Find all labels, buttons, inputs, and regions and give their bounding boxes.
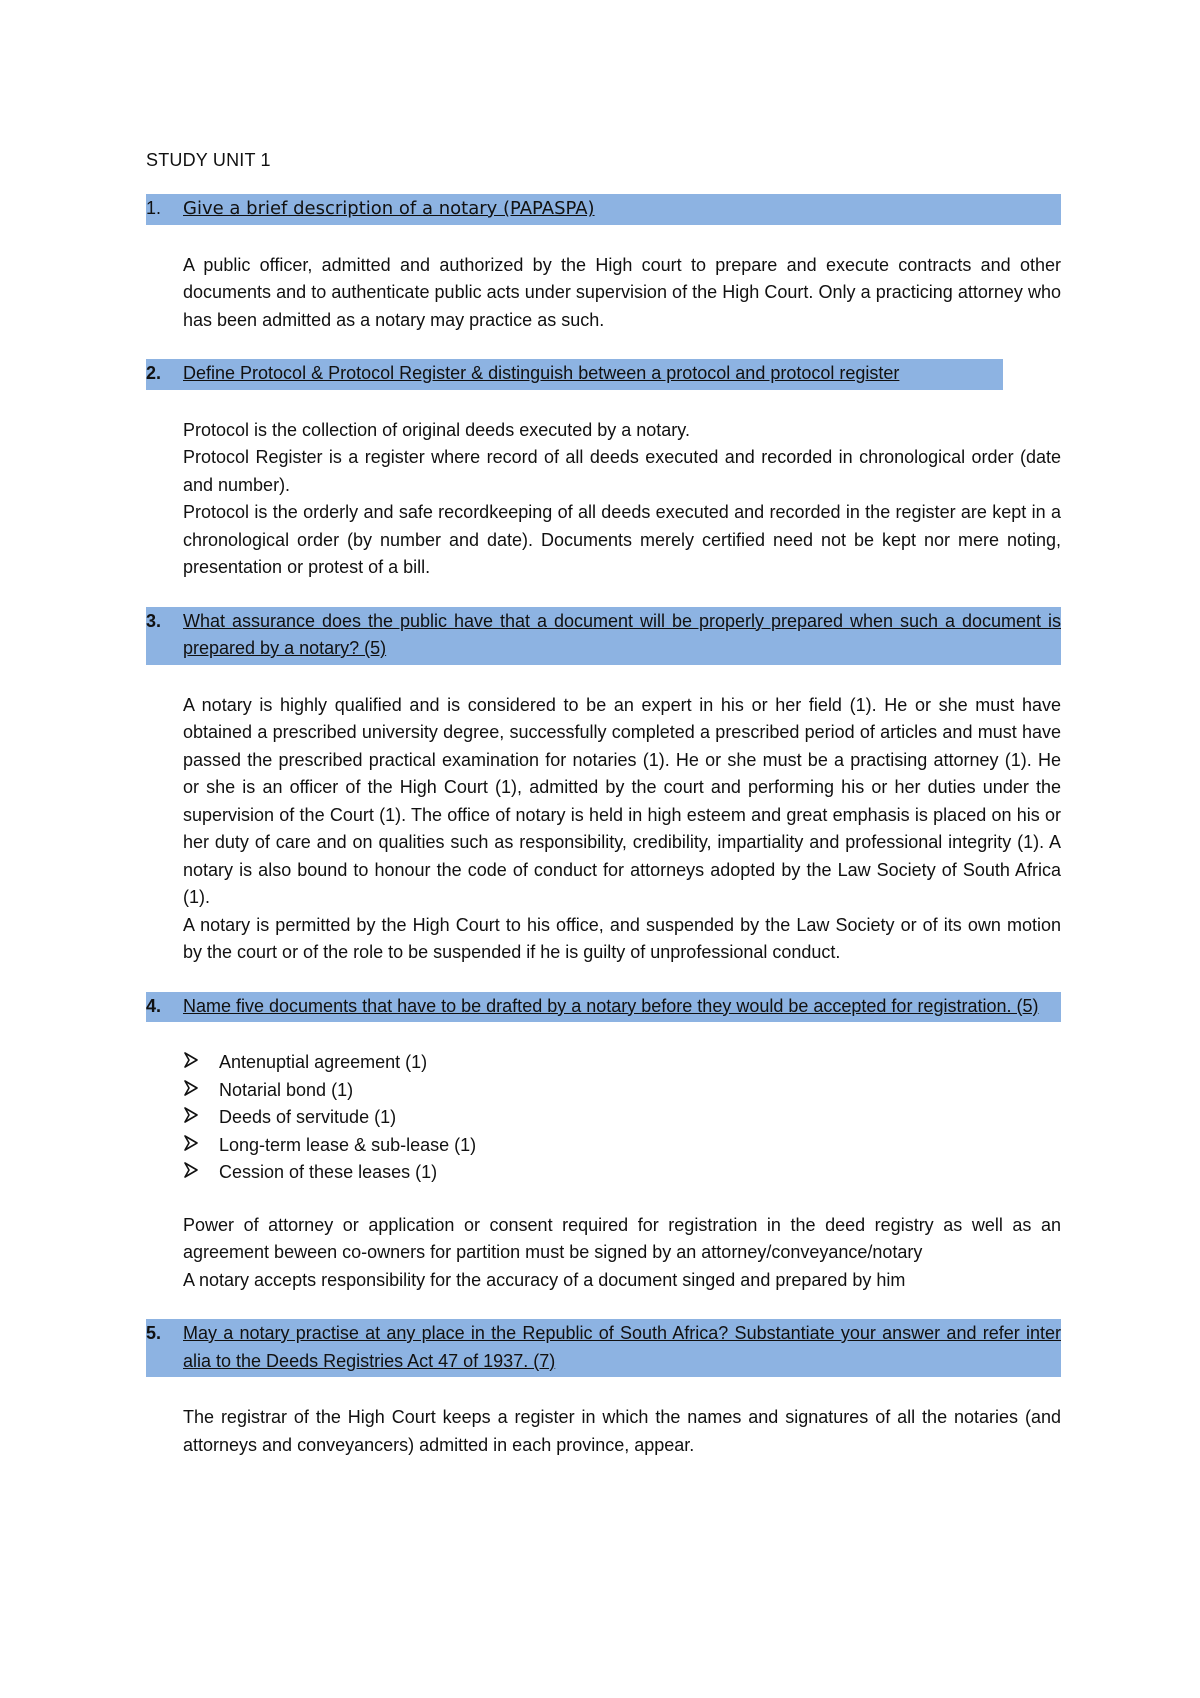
question-number: 2.	[146, 363, 162, 383]
arrow-bullet-icon	[183, 1077, 219, 1105]
answer-paragraph: Power of attorney or application or consent required for registration in the deed registry as well as an agreement beween co-owners for partition must be signed by an attorney/conveyance/notary	[183, 1214, 1061, 1262]
list-item	[183, 1104, 1061, 1132]
answer-paragraph: Protocol Register is a register where record of all deeds executed and recorded in chronological order (date and number).	[183, 447, 1061, 495]
question-number: 3.	[146, 610, 162, 631]
page-title: STUDY UNIT 1	[146, 150, 271, 170]
list-item	[183, 1159, 1061, 1187]
answer-5	[183, 1404, 1061, 1459]
answer-paragraph: Protocol is the collection of original deeds executed by a notary.	[183, 419, 690, 440]
answer-2	[183, 417, 1061, 582]
question-3-heading	[146, 607, 1061, 665]
list-item-text: Long-term lease & sub-lease (1)	[219, 1134, 477, 1155]
question-text: Name five documents that have to be drafted by a notary before they would be accepted for registration. (5)	[183, 995, 1039, 1016]
documents-list	[183, 1049, 1061, 1187]
arrow-bullet-icon	[183, 1159, 219, 1187]
list-item-text: Deeds of servitude (1)	[219, 1107, 397, 1127]
question-text: May a notary practise at any place in the Republic of South Africa? Substantiate your answer and refer inter alia to the Deeds Registries Act 47 of 1937. (7)	[183, 1323, 1061, 1371]
list-item	[183, 1132, 1061, 1160]
answer-paragraph: A notary is highly qualified and is considered to be an expert in his or her field (1). He or she must have obtained a prescribed university degree, successfully completed a prescribed period of articles and must have passed the prescribed practical examination for notaries (1). He or she must be a practising attorney (1). He or she is an officer of the High Court (1), admitted by the court and performing his or her duties under the supervision of the Court (1). The office of notary is held in high esteem and great emphasis is placed on his or her duty of care and on qualities such as responsibility, credibility, impartiality and professional integrity (1). A notary is also bound to honour the code of conduct for attorneys adopted by the Law Society of South Africa (1).	[183, 694, 1061, 907]
list-item-text: Cession of these leases (1)	[219, 1162, 438, 1182]
question-text: What assurance does the public have that a document will be properly prepared when such a document is prepared by a notary? (5)	[183, 610, 1061, 658]
question-5-heading	[146, 1319, 1061, 1377]
arrow-bullet-icon	[183, 1132, 219, 1160]
answer-paragraph: A public officer, admitted and authorized by the High court to prepare and execute contracts and other documents and to authenticate public acts under supervision of the High Court. Only a practicing attorney who has been admitted as a notary may practice as such.	[183, 254, 1061, 330]
question-number: 4.	[146, 995, 162, 1016]
list-item	[183, 1077, 1061, 1105]
question-text: Give a brief description of a notary (PAPASPA)	[183, 198, 595, 219]
list-item-text: Notarial bond (1)	[219, 1079, 354, 1100]
question-4-heading	[146, 992, 1061, 1023]
question-1-heading	[146, 194, 1061, 225]
arrow-bullet-icon	[183, 1049, 219, 1077]
document-content	[146, 148, 1061, 1459]
question-number: 1.	[146, 198, 162, 218]
answer-paragraph: A notary is permitted by the High Court to his office, and suspended by the Law Society or of its own motion by the court or of the role to be suspended if he is guilty of unprofessional conduct.	[183, 914, 1061, 962]
answer-1	[183, 252, 1061, 335]
question-text: Define Protocol & Protocol Register & distinguish between a protocol and protocol register	[183, 363, 900, 383]
list-item	[183, 1049, 1061, 1077]
answer-3	[183, 692, 1061, 967]
answer-4	[183, 1212, 1061, 1295]
question-2-heading	[146, 359, 1003, 390]
answer-paragraph: The registrar of the High Court keeps a register in which the names and signatures of all the notaries (and attorneys and conveyancers) admitted in each province, appear.	[183, 1407, 1061, 1455]
answer-paragraph: A notary accepts responsibility for the accuracy of a document singed and prepared by him	[183, 1269, 906, 1290]
arrow-bullet-icon	[183, 1104, 219, 1132]
list-item-text: Antenuptial agreement (1)	[219, 1052, 428, 1072]
question-number: 5.	[146, 1323, 162, 1343]
answer-paragraph: Protocol is the orderly and safe recordkeeping of all deeds executed and recorded in the register are kept in a chronological order (by number and date). Documents merely certified need not be kept nor mere noting, presentation or protest of a bill.	[183, 502, 1061, 577]
